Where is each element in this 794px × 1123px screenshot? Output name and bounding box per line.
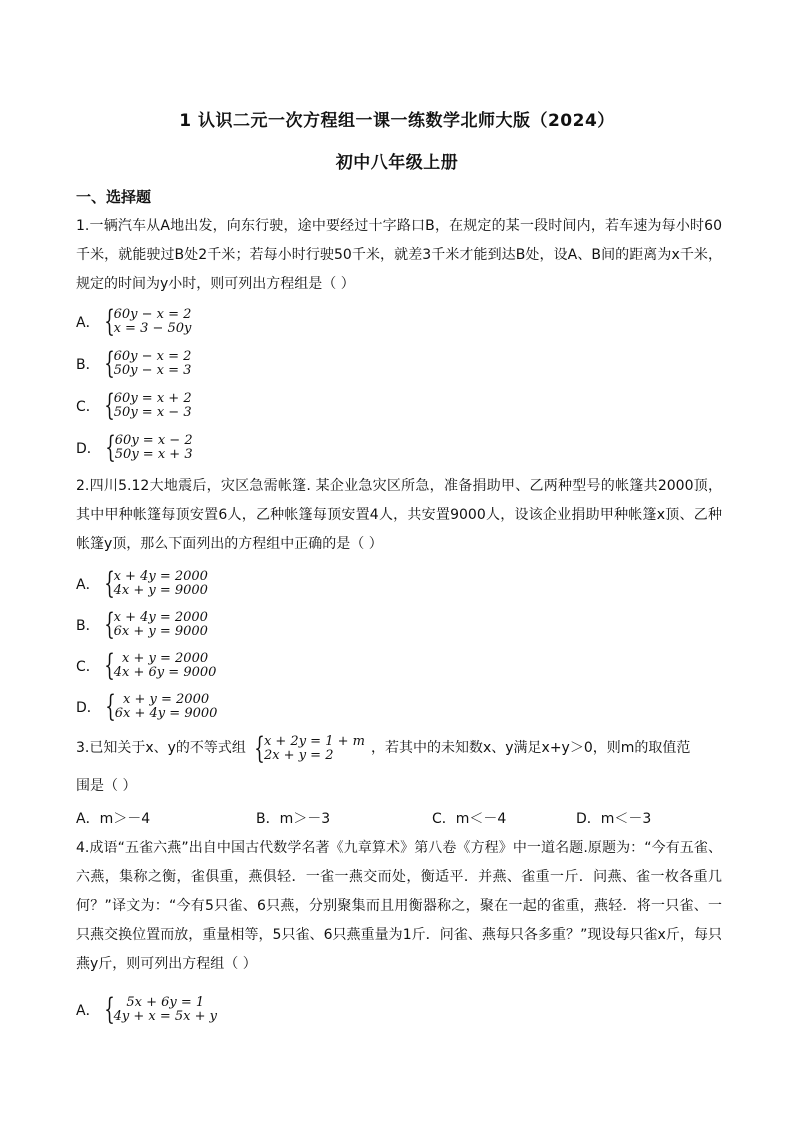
- equation: 5x + 6y = 1: [126, 995, 205, 1010]
- equation: 50y = x + 3: [114, 447, 193, 462]
- equation: 60y − x = 2: [113, 349, 192, 364]
- equation: 6x + 4y = 9000: [114, 706, 218, 721]
- brace-icon: {: [103, 992, 115, 1027]
- equation: x + 4y = 2000: [113, 569, 208, 584]
- option-label: C．: [76, 399, 100, 415]
- brace-icon: {: [103, 607, 115, 642]
- equation: 50y − x = 3: [113, 363, 192, 378]
- option-label: D．: [76, 700, 101, 716]
- option-label: A．: [76, 315, 100, 331]
- brace-icon: {: [104, 648, 115, 683]
- q2-option-d[interactable]: [76, 689, 218, 724]
- brace-icon: {: [104, 388, 115, 423]
- q4-option-a[interactable]: [76, 992, 217, 1027]
- q3-stem-part-c: 围是（ ）: [76, 778, 137, 794]
- q3-option-a[interactable]: A．m＞－4: [76, 811, 151, 827]
- brace-icon: {: [254, 730, 265, 766]
- equation: 6x + y = 9000: [113, 624, 208, 639]
- equation: 4x + 6y = 9000: [113, 665, 217, 680]
- equation: 60y = x − 2: [114, 433, 193, 448]
- equation: 50y = x − 3: [113, 405, 192, 420]
- option-label: A．: [76, 1003, 100, 1019]
- document-title: 1 认识二元一次方程组一课一练数学北师大版（2024）: [179, 111, 615, 131]
- question-1-stem: 1.一辆汽车从A地出发，向东行驶，途中要经过十字路口B，在规定的某一段时间内，若车速为每小时60千米，就能驶过B处2千米；若每小时行驶50千米，就差3千米才能到达B处，设A、B间的距离为x千米，规定的时间为y小时，则可列出方程组是（ ）: [76, 218, 722, 292]
- equation: x + y = 2000: [123, 692, 210, 707]
- document-subtitle: 初中八年级上册: [335, 153, 459, 173]
- brace-icon: {: [103, 346, 115, 381]
- q2-option-a[interactable]: [76, 566, 208, 601]
- q3-stem-part-b: ，若其中的未知数x、y满足x+y＞0，则m的取值范: [370, 740, 691, 756]
- equation: x + 4y = 2000: [113, 610, 208, 625]
- brace-icon: {: [103, 304, 115, 339]
- equation: 60y − x = 2: [113, 307, 192, 322]
- question-2-stem: 2.四川5.12大地震后，灾区急需帐篷. 某企业急灾区所急，准备捐助甲、乙两种型号的帐篷共2000顶，其中甲种帐篷每顶安置6人，乙种帐篷每顶安置4人，共安置9000人，设该企业捐助甲种帐篷x顶、乙种帐篷y顶，那么下面列出的方程组中正确的是（ ）: [76, 478, 722, 552]
- q3-system: [252, 730, 365, 766]
- option-label: B．: [76, 357, 100, 373]
- option-label: C．: [76, 659, 100, 675]
- q2-option-c[interactable]: [76, 648, 217, 683]
- q3-stem-part-a: 3.已知关于x、y的不等式组: [76, 740, 246, 756]
- brace-icon: {: [105, 689, 116, 724]
- equation: x = 3 − 50y: [113, 321, 192, 336]
- equation: x + 2y = 1 + m: [263, 733, 365, 749]
- q1-option-d[interactable]: [76, 430, 193, 465]
- option-label: A．: [76, 577, 100, 593]
- q3-option-c[interactable]: C．m＜－4: [432, 811, 507, 827]
- equation: 4x + y = 9000: [113, 583, 208, 598]
- question-3-stem: [76, 730, 722, 766]
- section-heading: 一、选择题: [76, 188, 152, 206]
- option-label: D．: [76, 441, 101, 457]
- q1-option-b[interactable]: [76, 346, 192, 381]
- q1-option-c[interactable]: [76, 388, 192, 423]
- brace-icon: {: [105, 430, 116, 465]
- equation: 60y = x + 2: [113, 391, 192, 406]
- equation: x + y = 2000: [122, 651, 209, 666]
- q3-option-d[interactable]: D．m＜－3: [576, 811, 652, 827]
- equation: 2x + y = 2: [263, 747, 334, 763]
- equation: 4y + x = 5x + y: [113, 1009, 217, 1024]
- brace-icon: {: [103, 566, 115, 601]
- option-label: B．: [76, 618, 100, 634]
- q1-option-a[interactable]: [76, 304, 192, 339]
- question-4-stem: 4.成语“五雀六燕”出自中国古代数学名著《九章算术》第八卷《方程》中一道名题.原题为：“今有五雀、六燕，集称之衡，雀俱重，燕俱轻．一雀一燕交而处，衡适平．并燕、雀重一斤．问燕、雀一枚各重几何？”译文为：“今有5只雀、6只燕，分别聚集而且用衡器称之，聚在一起的雀重，燕轻．将一只雀、一只燕交换位置而放，重量相等，5只雀、6只燕重量为1斤．问雀、燕每只各多重？”现设每只雀x斤，每只燕y斤，则可列出方程组（ ）: [76, 840, 722, 972]
- q3-option-b[interactable]: B．m＞－3: [256, 811, 331, 827]
- q2-option-b[interactable]: [76, 607, 208, 642]
